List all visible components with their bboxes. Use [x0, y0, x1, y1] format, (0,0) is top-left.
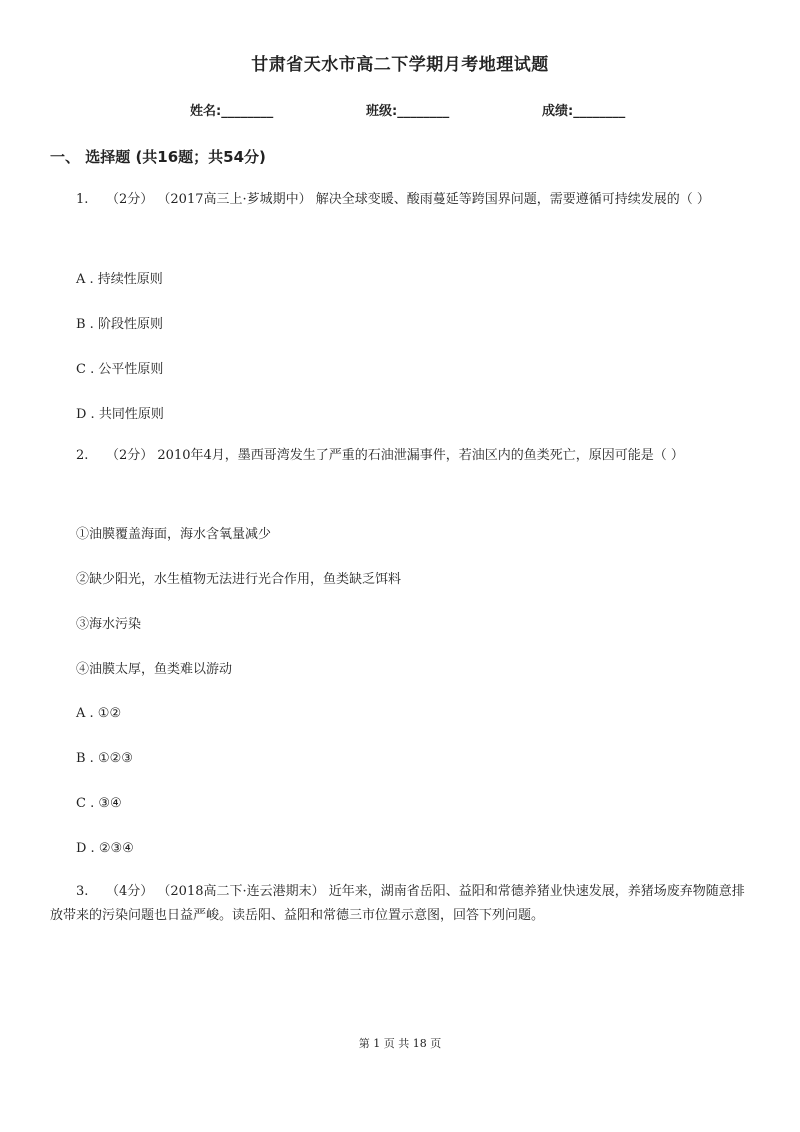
question-text: （2分） （2017高三上·芗城期中） 解决全球变暖、酸雨蔓延等跨国界问题，需要遵循可持续发展的（ ） [106, 192, 710, 207]
q2-option-d[interactable]: D . ②③④ [76, 841, 134, 856]
q2-statement-2: ②缺少阳光，水生植物无法进行光合作用，鱼类缺乏饵料 [76, 572, 402, 587]
name-field: 姓名:________ [190, 104, 274, 119]
question-1 [50, 188, 752, 212]
page-footer: 第 1 页 共 18 页 [358, 1037, 442, 1050]
question-number: 2. [76, 448, 89, 463]
question-number: 1. [76, 192, 89, 207]
q1-option-a[interactable]: A . 持续性原则 [76, 272, 163, 287]
score-field: 成绩:________ [542, 104, 626, 119]
q1-option-b[interactable]: B . 阶段性原则 [76, 317, 163, 332]
q2-statement-1: ①油膜覆盖海面，海水含氧量减少 [76, 527, 272, 542]
question-3 [50, 880, 752, 928]
q2-option-c[interactable]: C . ③④ [76, 796, 122, 811]
q2-option-b[interactable]: B . ①②③ [76, 751, 133, 766]
section-heading: 一、 选择题 (共16题；共54分) [50, 148, 266, 166]
q1-option-d[interactable]: D . 共同性原则 [76, 407, 164, 422]
question-2 [50, 444, 752, 468]
question-number: 3. [76, 884, 89, 899]
class-field: 班级:________ [366, 104, 450, 119]
q2-option-a[interactable]: A . ①② [76, 706, 122, 721]
q2-statement-3: ③海水污染 [76, 617, 142, 632]
page-title: 甘肃省天水市高二下学期月考地理试题 [251, 55, 549, 75]
q1-option-c[interactable]: C . 公平性原则 [76, 362, 164, 377]
q2-statement-4: ④油膜太厚，鱼类难以游动 [76, 662, 233, 677]
question-text: （4分） （2018高二下·连云港期末） 近年来，湖南省岳阳、益阳和常德养猪业快速发展，养猪场废弃物随意排放带来的污染问题也日益严峻。读岳阳、益阳和常德三市位置示意图，回答下列问题。 [50, 884, 745, 923]
question-text: （2分） 2010年4月，墨西哥湾发生了严重的石油泄漏事件，若油区内的鱼类死亡，原因可能是（ ） [106, 448, 684, 463]
